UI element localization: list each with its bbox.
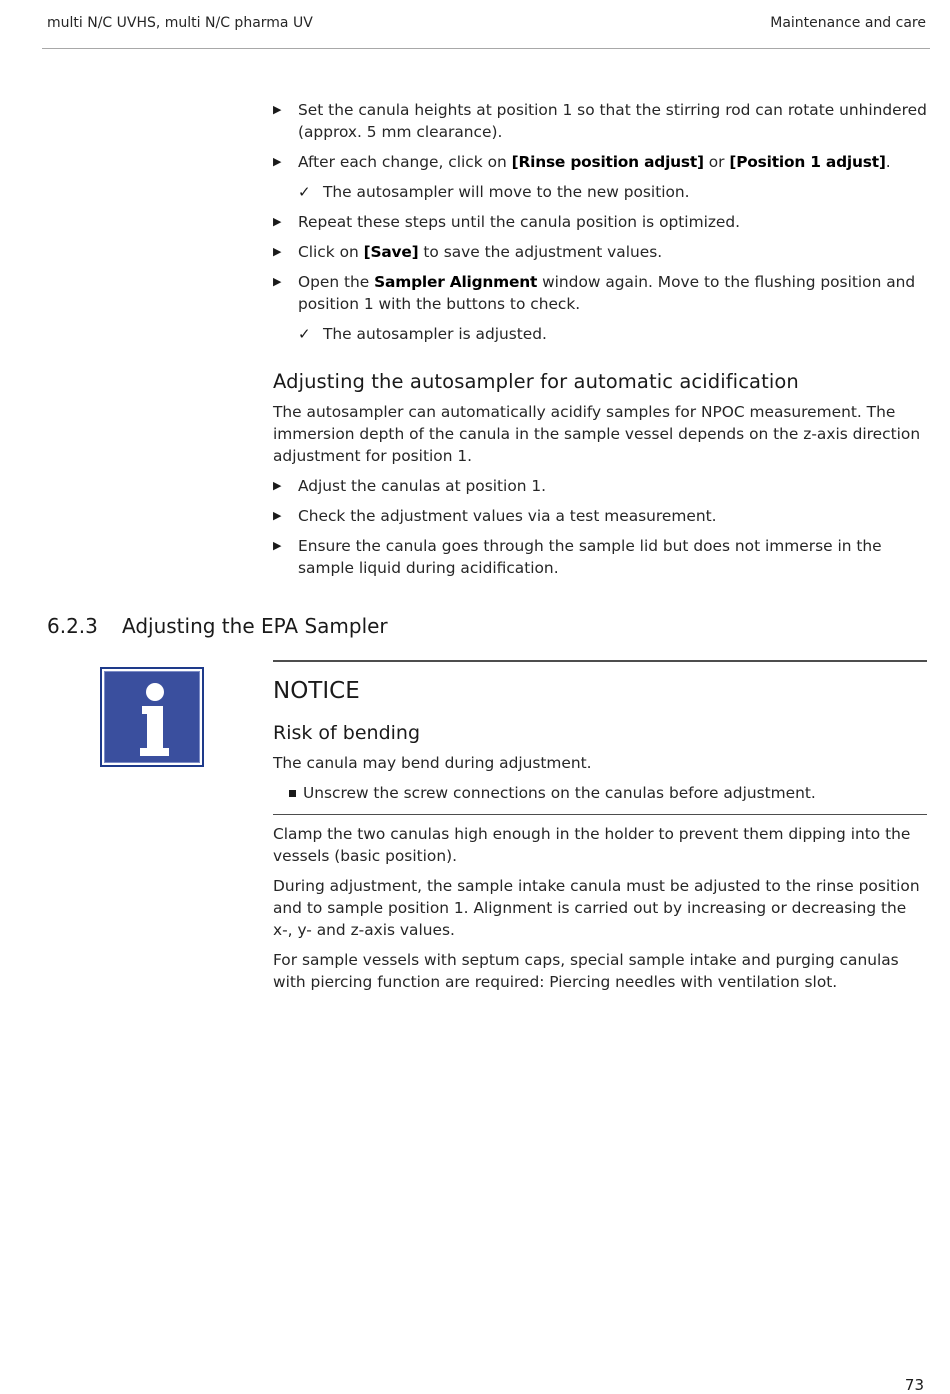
notice-subtitle: Risk of bending xyxy=(273,722,421,744)
acidification-subsection xyxy=(273,369,927,587)
step-text: Ensure the canula goes through the sample lid but does not immerse in the sample liquid during acidification. xyxy=(298,537,882,577)
step-arrow-icon: ▶ xyxy=(273,539,282,552)
step-text: window again. Move to the flushing position and position 1 with the buttons to check. xyxy=(298,273,916,313)
step-text: Click on xyxy=(298,243,364,261)
checkmark-icon: ✓ xyxy=(298,183,311,201)
step-text: Repeat these steps until the canula position is optimized. xyxy=(298,213,741,231)
result-text: The autosampler will move to the new position. xyxy=(323,183,690,201)
body-text xyxy=(273,823,927,1001)
notice-text: The canula may bend during adjustment. xyxy=(273,754,592,772)
body-paragraph: During adjustment, the sample intake canula must be adjusted to the rinse position and to sample position 1. Alignment is carried out by increasing or decreasing the x-, y- and z-axis values. xyxy=(273,877,920,939)
save-ref: [Save] xyxy=(363,243,419,261)
step-arrow-icon: ▶ xyxy=(273,103,282,116)
notice-top-rule xyxy=(273,660,927,662)
instruction-steps xyxy=(273,99,927,353)
sampler-alignment-ref: Sampler Alignment xyxy=(374,273,538,291)
rinse-position-adjust-ref: [Rinse position adjust] xyxy=(511,153,704,171)
position-1-adjust-ref: [Position 1 adjust] xyxy=(729,153,886,171)
result-text: The autosampler is adjusted. xyxy=(323,325,547,343)
step-arrow-icon: ▶ xyxy=(273,479,282,492)
bullet-square-icon xyxy=(289,790,296,797)
step-arrow-icon: ▶ xyxy=(273,275,282,288)
info-icon xyxy=(100,667,204,767)
notice-title: NOTICE xyxy=(273,678,360,704)
info-glyph xyxy=(105,672,203,766)
subsection-heading: Adjusting the autosampler for automatic acidification xyxy=(273,370,799,393)
section-number: 6.2.3 xyxy=(47,614,98,638)
step-text: After each change, click on xyxy=(298,153,512,171)
running-header-product: multi N/C UVHS, multi N/C pharma UV xyxy=(47,15,313,31)
result-item xyxy=(273,181,927,203)
step-text: to save the adjustment values. xyxy=(418,243,663,261)
acidification-intro: The autosampler can automatically acidify samples for NPOC measurement. The immersion depth of the canula in the sample vessel depends on the z-axis direction adjustment for position 1. xyxy=(273,403,921,465)
header-divider xyxy=(42,48,930,49)
page-number: 73 xyxy=(904,1376,924,1394)
section-title: Adjusting the EPA Sampler xyxy=(122,614,388,638)
result-item xyxy=(273,323,927,345)
body-paragraph: Clamp the two canulas high enough in the holder to prevent them dipping into the vessels (basic position). xyxy=(273,825,911,865)
step-text: Adjust the canulas at position 1. xyxy=(298,477,547,495)
step-text: . xyxy=(885,153,891,171)
step-text: Set the canula heights at position 1 so that the stirring rod can rotate unhindered (approx. 5 mm clearance). xyxy=(298,101,927,141)
step-arrow-icon: ▶ xyxy=(273,509,282,522)
running-header-chapter: Maintenance and care xyxy=(770,15,926,31)
step-arrow-icon: ▶ xyxy=(273,215,282,228)
notice-bullet-text: Unscrew the screw connections on the canulas before adjustment. xyxy=(303,784,816,802)
step-text: or xyxy=(703,153,730,171)
checkmark-icon: ✓ xyxy=(298,325,311,343)
section-heading xyxy=(47,612,388,640)
step-item xyxy=(273,535,927,579)
step-item xyxy=(273,475,927,497)
notice-bottom-rule xyxy=(273,814,927,815)
step-item xyxy=(273,241,927,263)
info-icon-background xyxy=(104,671,200,763)
step-arrow-icon: ▶ xyxy=(273,155,282,168)
step-item xyxy=(273,505,927,527)
step-item xyxy=(273,151,927,173)
notice-bullet xyxy=(273,782,927,804)
step-item xyxy=(273,211,927,233)
body-paragraph: For sample vessels with septum caps, special sample intake and purging canulas with piercing function are required: Piercing needles with ventilation slot. xyxy=(273,951,899,991)
step-arrow-icon: ▶ xyxy=(273,245,282,258)
step-text: Check the adjustment values via a test measurement. xyxy=(298,507,717,525)
step-item xyxy=(273,271,927,315)
step-text: Open the xyxy=(298,273,375,291)
step-item xyxy=(273,99,927,143)
